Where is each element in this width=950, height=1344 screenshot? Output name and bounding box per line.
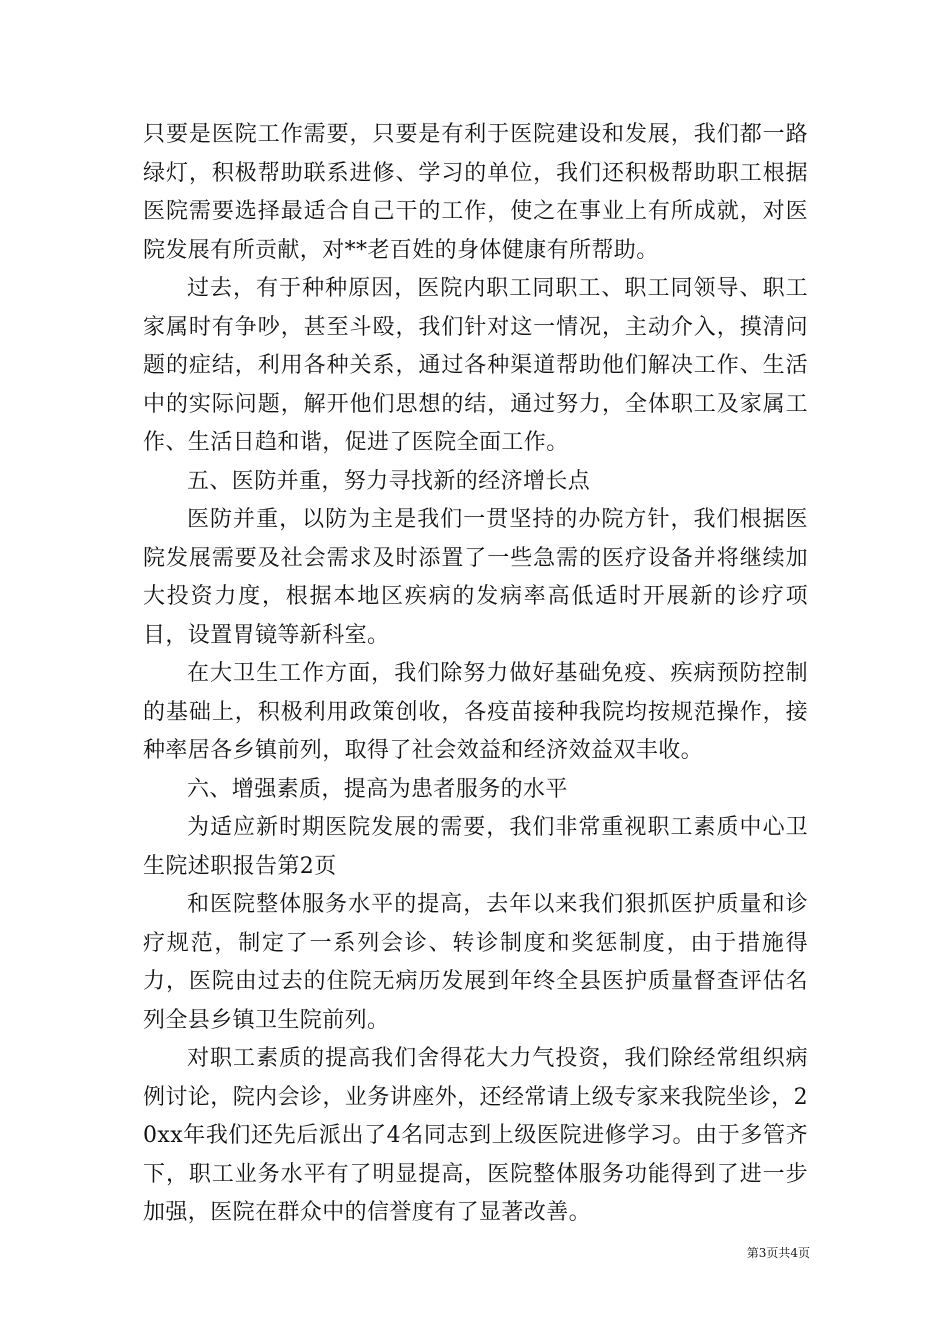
paragraph-3: 医防并重，以防为主是我们一贯坚持的办院方针，我们根据医院发展需要及社会需求及时添置了一些急需的医疗设备并将继续加大投资力度，根据本地区疾病的发病率高低适时开展新的诊疗项目，设置胃镜等新科室。	[143, 507, 808, 648]
paragraph-2: 过去，有于种种原因，医院内职工同职工、职工同领导、职工家属时有争吵，甚至斗殴，我们针对这一情况，主动介入，摸清问题的症结，利用各种关系，通过各种渠道帮助他们解决工作、生活中的实际问题，解开他们思想的结，通过努力，全体职工及家属工作、生活日趋和谐，促进了医院全面工作。	[143, 276, 808, 455]
section-heading-5: 五、医防并重，努力寻找新的经济增长点	[187, 468, 591, 494]
section-heading-6: 六、增强素质，提高为患者服务的水平	[187, 776, 568, 802]
page-number-footer: 第3页共4页	[746, 1246, 810, 1260]
paragraph-6: 和医院整体服务水平的提高，去年以来我们狠抓医护质量和诊疗规范，制定了一系列会诊、转诊制度和奖惩制度，由于措施得力，医院由过去的住院无病历发展到年终全县医护质量督查评估名列全县乡镇卫生院前列。	[143, 892, 808, 1033]
paragraph-1: 只要是医院工作需要，只要是有利于医院建设和发展，我们都一路绿灯，积极帮助联系进修、学习的单位，我们还积极帮助职工根据医院需要选择最适合自己干的工作，使之在事业上有所成就，对医院发展有所贡献，对**老百姓的身体健康有所帮助。	[143, 122, 808, 263]
paragraph-4: 在大卫生工作方面，我们除努力做好基础免疫、疾病预防控制的基础上，积极利用政策创收，各疫苗接种我院均按规范操作，接种率居各乡镇前列，取得了社会效益和经济效益双丰收。	[143, 661, 808, 763]
paragraph-5: 为适应新时期医院发展的需要，我们非常重视职工素质中心卫生院述职报告第2页	[143, 815, 808, 879]
document-body	[143, 116, 808, 1233]
paragraph-7: 对职工素质的提高我们舍得花大力气投资，我们除经常组织病例讨论，院内会诊，业务讲座外，还经常请上级专家来我院坐诊，20xx年我们还先后派出了4名同志到上级医院进修学习。由于多管齐下，职工业务水平有了明显提高，医院整体服务功能得到了进一步加强，医院在群众中的信誉度有了显著改善。	[143, 1046, 808, 1225]
